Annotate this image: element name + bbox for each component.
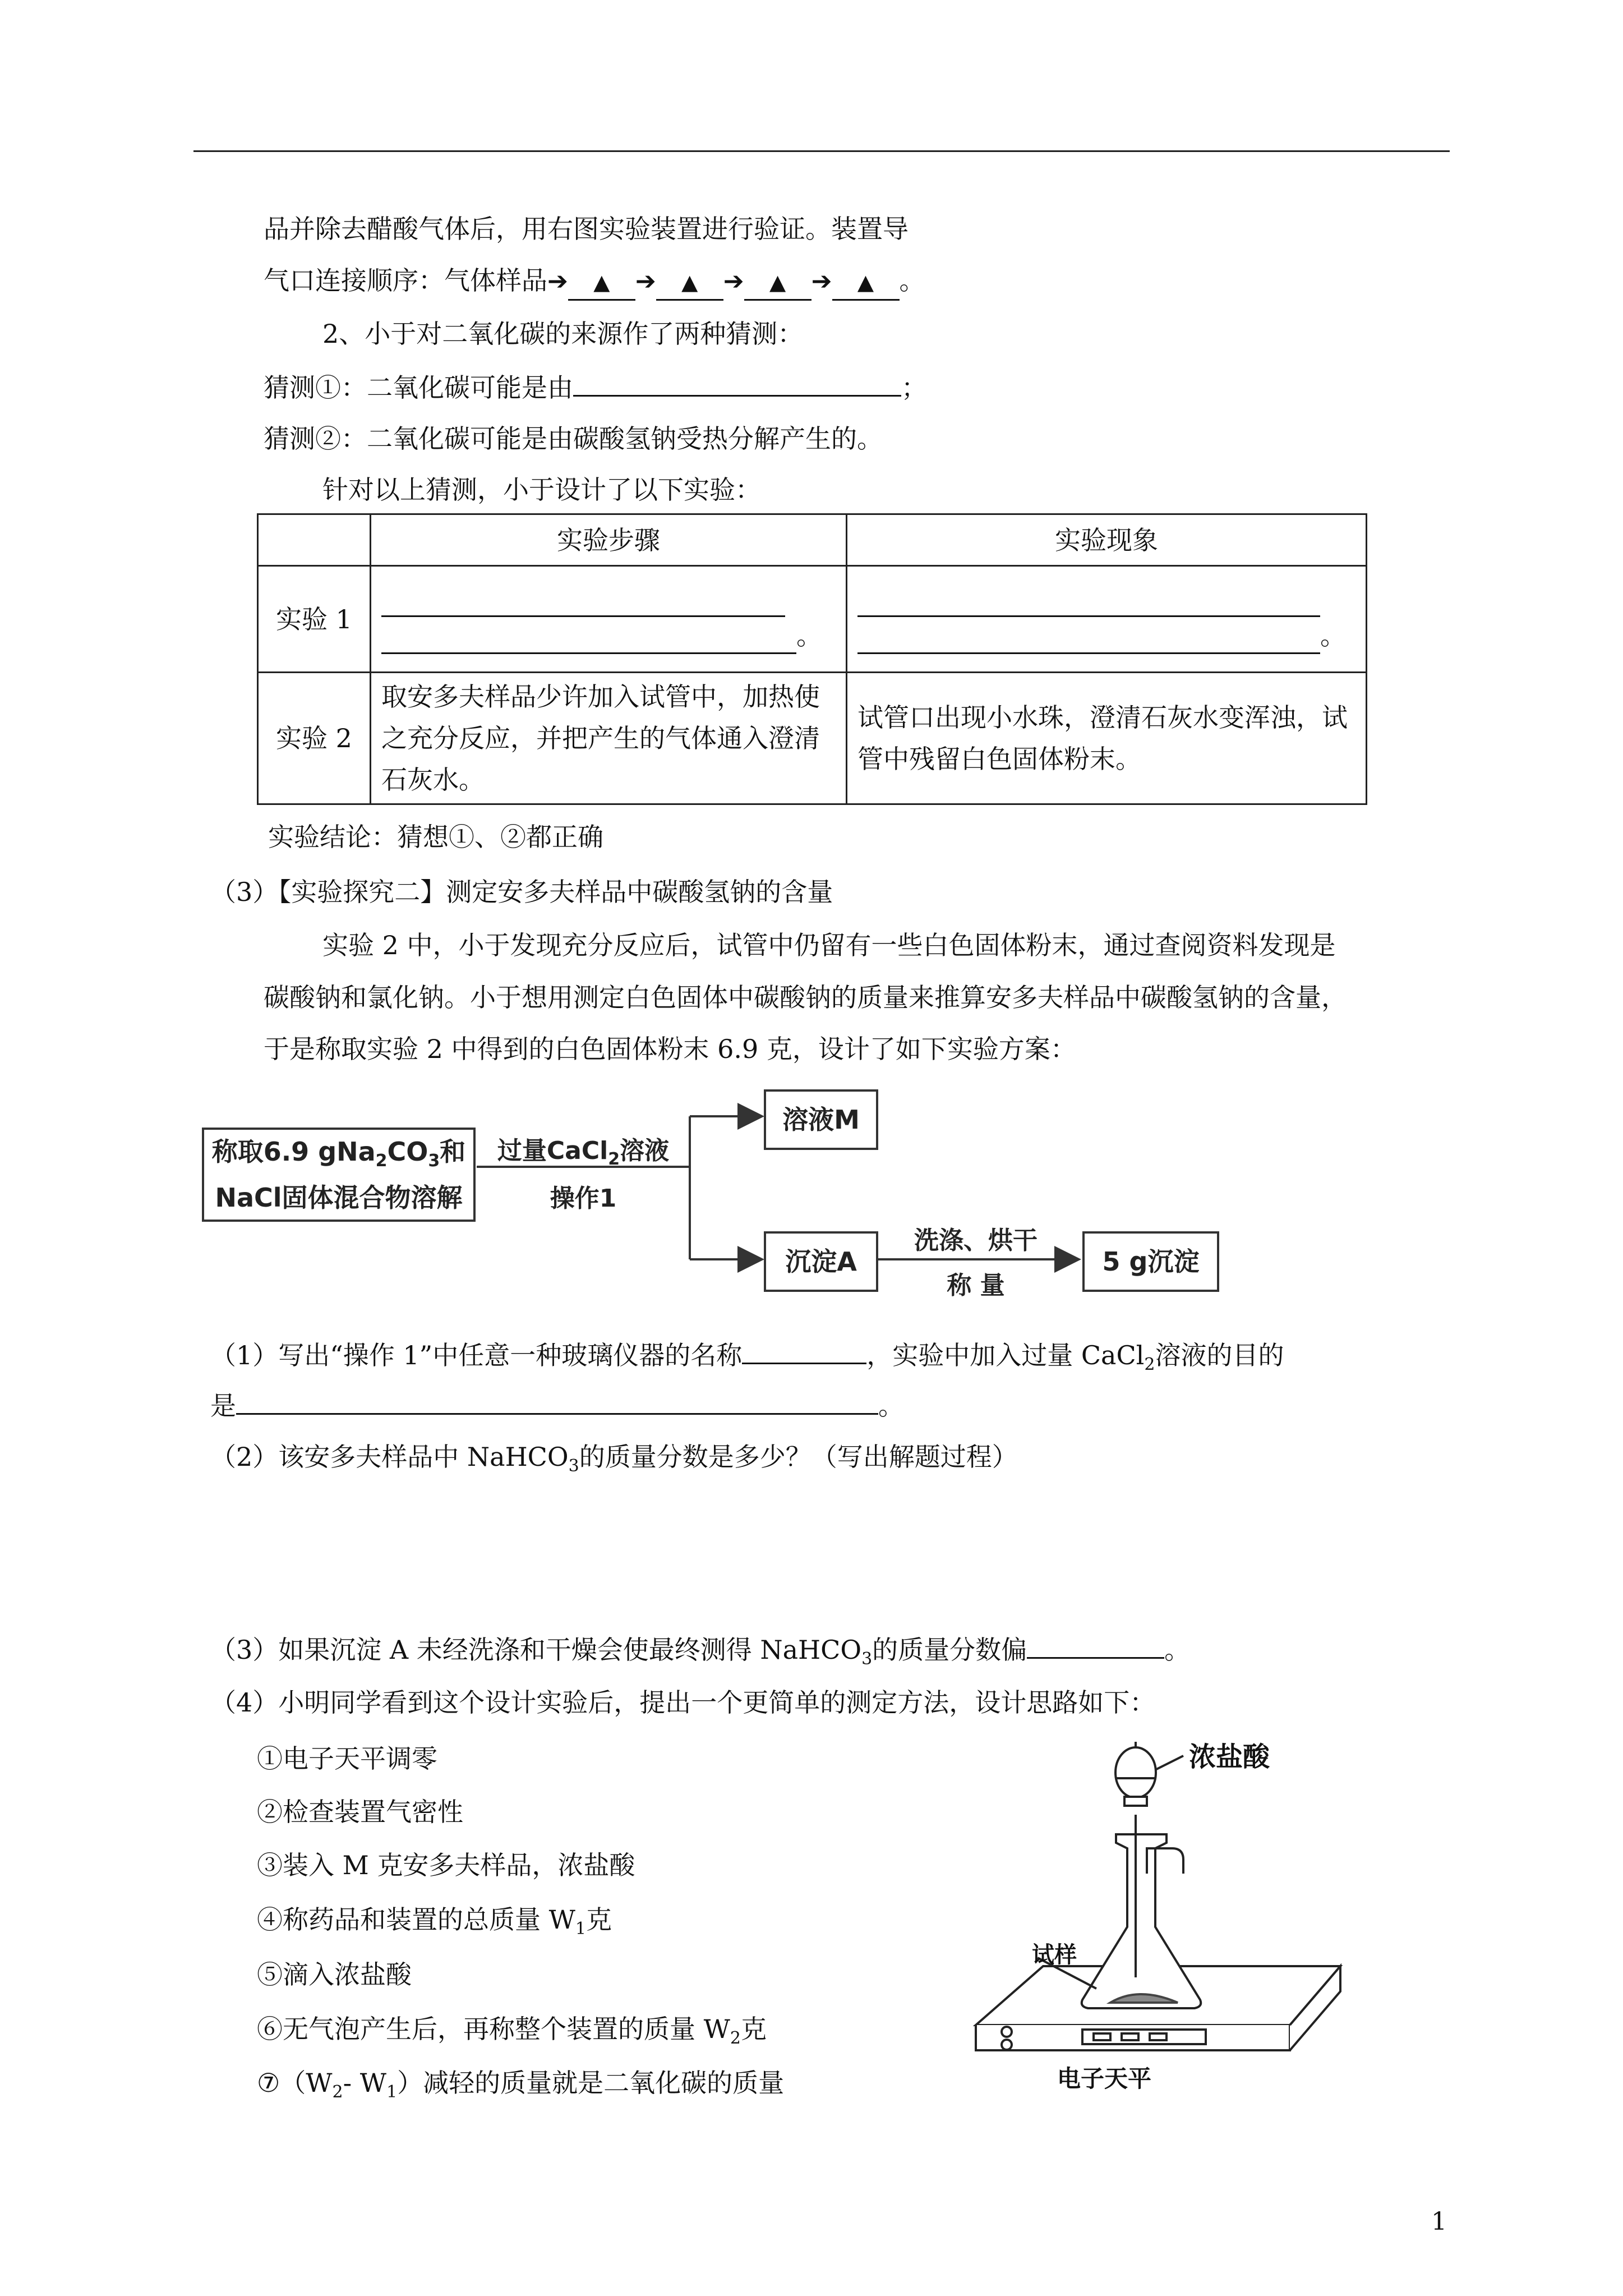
question-3 bbox=[210, 1632, 1190, 1676]
text: （2）该安多夫样品中 NaHCO bbox=[210, 1442, 569, 1472]
table-cell: 取安多夫样品少许加入试管中，加热使之充分反应，并把产生的气体通入澄清石灰水。 bbox=[371, 673, 847, 804]
step-item bbox=[257, 2012, 767, 2055]
step-item bbox=[257, 1958, 412, 1991]
question-2 bbox=[210, 1440, 1018, 1483]
question-1-cont bbox=[210, 1388, 904, 1423]
blank-triangle: ▲ bbox=[832, 265, 900, 301]
answer-blank[interactable] bbox=[857, 621, 1320, 654]
text: ）减轻的质量就是二氧化碳的质量 bbox=[397, 2068, 785, 2098]
balance-label: 电子天平 bbox=[1057, 2065, 1152, 2092]
text: ，实验中加入过量 CaCl bbox=[866, 1340, 1145, 1370]
precipitate-box: 沉淀A bbox=[764, 1231, 878, 1292]
text: 克 bbox=[586, 1904, 612, 1935]
text: 碳酸钠和氯化钠。小于想用测定白色固体中碳酸钠的质量来推算安多夫样品中碳酸氢钠的含量， bbox=[264, 982, 1347, 1013]
text: ③装入 M 克安多夫样品，浓盐酸 bbox=[257, 1850, 635, 1880]
arrow-icon: ➔ bbox=[635, 267, 656, 296]
text: 是 bbox=[210, 1391, 236, 1421]
text: 猜测①：二氧化碳可能是由 bbox=[264, 372, 573, 403]
text: 猜测②：二氧化碳可能是由碳酸氢钠受热分解产生的。 bbox=[264, 424, 883, 454]
text: - W bbox=[343, 2068, 387, 2098]
start-box bbox=[202, 1128, 476, 1222]
text: （3）【实验探究二】测定安多夫样品中碳酸氢钠的含量 bbox=[210, 877, 833, 907]
text-line bbox=[322, 473, 761, 507]
answer-blank[interactable] bbox=[381, 584, 785, 617]
table-cell bbox=[371, 566, 847, 673]
text: ⑤滴入浓盐酸 bbox=[257, 1959, 412, 1990]
text: 溶液的目的 bbox=[1155, 1340, 1284, 1370]
subscript: 2 bbox=[608, 1149, 620, 1169]
wash-label: 洗涤、烘干 bbox=[914, 1226, 1038, 1255]
blank-row bbox=[381, 617, 836, 654]
text-line bbox=[264, 1032, 1076, 1066]
acid-label: 浓盐酸 bbox=[1189, 1741, 1270, 1773]
row-label: 实验 1 bbox=[258, 566, 371, 673]
page-number: 1 bbox=[1431, 2207, 1447, 2236]
weigh-label: 称 量 bbox=[947, 1271, 1005, 1300]
step-item bbox=[257, 1742, 437, 1775]
text-line bbox=[264, 212, 909, 246]
guess1-line bbox=[264, 370, 927, 404]
text: 2、小于对二氧化碳的来源作了两种猜测： bbox=[322, 319, 804, 349]
blank-triangle: ▲ bbox=[744, 265, 811, 301]
solution-box: 溶液M bbox=[764, 1089, 878, 1150]
text: 品并除去醋酸气体后，用右图实验装置进行验证。装置导 bbox=[264, 214, 909, 244]
text: 和 bbox=[440, 1137, 466, 1167]
text: 称取6.9 gNa bbox=[211, 1137, 376, 1167]
header-rule bbox=[193, 150, 1450, 152]
row-label: 实验 2 bbox=[258, 673, 371, 804]
text-line bbox=[322, 928, 1336, 962]
subscript: 3 bbox=[428, 1151, 440, 1171]
text-line bbox=[322, 317, 803, 351]
conclusion bbox=[268, 820, 603, 854]
reagent-label bbox=[485, 1130, 681, 1169]
step-item bbox=[257, 1848, 635, 1882]
answer-blank[interactable] bbox=[1027, 1632, 1164, 1659]
text: 。 bbox=[878, 1391, 904, 1421]
table-cell: 试管口出现小水珠，澄清石灰水变浑浊，试管中残留白色固体粉末。 bbox=[847, 673, 1367, 804]
flowchart bbox=[196, 1077, 1239, 1313]
text: 气口连接顺序：气体样品 bbox=[264, 265, 547, 296]
text: （1）写出“操作 1”中任意一种玻璃仪器的名称 bbox=[210, 1340, 743, 1370]
arrow-icon: ➔ bbox=[547, 267, 568, 296]
blank-triangle: ▲ bbox=[656, 265, 723, 301]
subscript: 2 bbox=[1144, 1355, 1155, 1375]
text: 针对以上猜测，小于设计了以下实验： bbox=[322, 475, 761, 505]
answer-blank[interactable] bbox=[573, 370, 901, 397]
step-item bbox=[257, 2066, 784, 2109]
section-heading bbox=[210, 875, 833, 909]
text: 溶液 bbox=[620, 1137, 670, 1165]
answer-blank[interactable] bbox=[742, 1338, 866, 1364]
blank-row bbox=[857, 617, 1355, 654]
text: （4）小明同学看到这个设计实验后，提出一个更简单的测定方法，设计思路如下： bbox=[210, 1687, 1156, 1718]
sample-label: 试样 bbox=[1032, 1942, 1077, 1968]
text: 的质量分数是多少？（写出解题过程） bbox=[579, 1442, 1018, 1472]
question-4 bbox=[210, 1686, 1155, 1719]
result-box: 5 g沉淀 bbox=[1082, 1231, 1219, 1292]
table-header-step: 实验步骤 bbox=[371, 514, 847, 566]
start-text bbox=[212, 1134, 466, 1215]
arrow-icon: ➔ bbox=[723, 267, 744, 296]
table-header-phenomenon: 实验现象 bbox=[847, 514, 1367, 566]
text: NaCl固体混合物溶解 bbox=[215, 1182, 463, 1213]
step-item bbox=[257, 1903, 612, 1946]
subscript: 2 bbox=[332, 2082, 343, 2102]
text: ⑦（W bbox=[257, 2068, 333, 2098]
answer-blank[interactable] bbox=[381, 621, 796, 654]
text: 实验结论：猜想①、②都正确 bbox=[268, 822, 603, 852]
text: ②检查装置气密性 bbox=[257, 1797, 463, 1827]
subscript: 1 bbox=[575, 1919, 586, 1939]
guess2-line bbox=[264, 422, 883, 455]
text: ⑥无气泡产生后，再称整个装置的质量 W bbox=[257, 2014, 730, 2044]
subscript: 3 bbox=[568, 1456, 579, 1476]
table-header-row bbox=[258, 514, 1367, 566]
operation-label: 操作1 bbox=[550, 1184, 617, 1213]
text: 过量CaCl bbox=[497, 1137, 608, 1165]
subscript: 2 bbox=[730, 2028, 741, 2049]
text: ④称药品和装置的总质量 W bbox=[257, 1904, 575, 1935]
answer-blank[interactable] bbox=[236, 1388, 878, 1415]
subscript: 1 bbox=[386, 2082, 398, 2102]
label-line bbox=[1155, 1756, 1183, 1770]
step-item bbox=[257, 1795, 463, 1829]
text: （3）如果沉淀 A 未经洗涤和干燥会使最终测得 NaHCO bbox=[210, 1635, 862, 1665]
text: ； bbox=[901, 372, 927, 403]
text: 。 bbox=[1320, 620, 1346, 651]
text: 于是称取实验 2 中得到的白色固体粉末 6.9 克，设计了如下实验方案： bbox=[264, 1034, 1076, 1064]
text: 。 bbox=[796, 620, 822, 651]
blank-triangle: ▲ bbox=[568, 265, 635, 301]
text: 实验 2 中，小于发现充分反应后，试管中仍留有一些白色固体粉末，通过查阅资料发现是 bbox=[322, 930, 1336, 960]
funnel-bulb bbox=[1115, 1747, 1156, 1798]
text: 的质量分数偏 bbox=[872, 1635, 1027, 1665]
table-cell bbox=[258, 514, 371, 566]
text: 。 bbox=[1164, 1635, 1191, 1665]
subscript: 3 bbox=[861, 1649, 873, 1669]
experiment-table bbox=[257, 513, 1367, 805]
arrow-icon: ➔ bbox=[811, 267, 832, 296]
subscript: 2 bbox=[375, 1151, 388, 1171]
apparatus-illustration bbox=[953, 1731, 1357, 2112]
connection-order-line bbox=[264, 264, 925, 301]
text: 克 bbox=[741, 2014, 767, 2044]
table-row bbox=[258, 566, 1367, 673]
text: ①电子天平调零 bbox=[257, 1743, 437, 1774]
question-1 bbox=[210, 1338, 1284, 1382]
table-row bbox=[258, 673, 1367, 804]
stopcock-icon bbox=[1124, 1797, 1147, 1806]
text: 。 bbox=[899, 265, 925, 296]
answer-blank[interactable] bbox=[857, 584, 1320, 617]
table-cell bbox=[847, 566, 1367, 673]
text-line bbox=[264, 981, 1347, 1014]
text: CO bbox=[387, 1137, 428, 1167]
